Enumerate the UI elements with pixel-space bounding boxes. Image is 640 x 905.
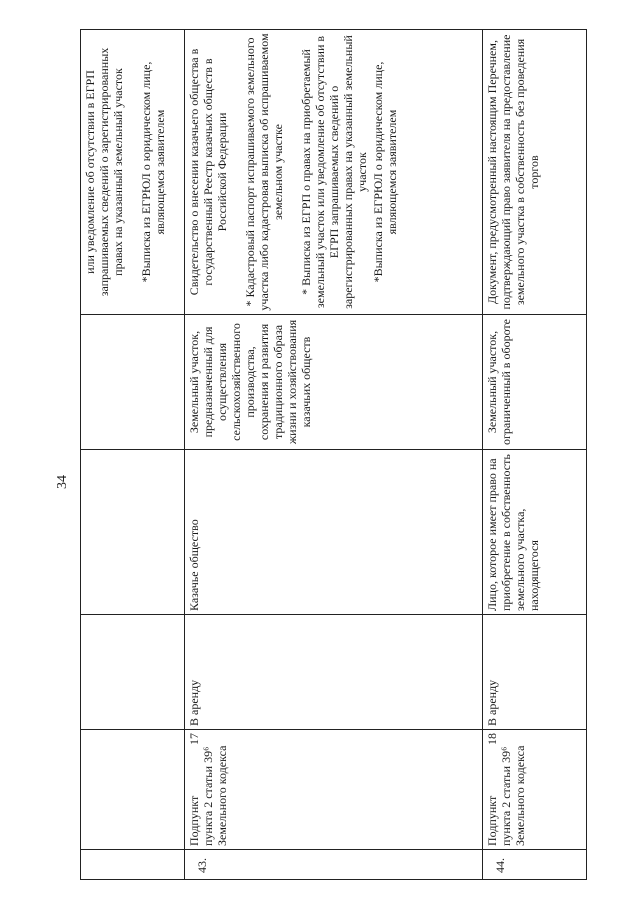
basis-rest: пункта 2 статьи 39⁶ Земельного кодекса xyxy=(499,745,527,846)
cell-right-type: В аренду xyxy=(185,615,483,730)
services-documents-table xyxy=(80,29,587,880)
document-item: *Выписка из ЕГРЮЛ о юридическом лице, являющемся заявителем xyxy=(371,61,399,283)
cell-legal-basis xyxy=(483,730,587,850)
basis-head: Подпункт xyxy=(187,795,201,846)
cell-category-empty xyxy=(81,315,185,450)
document-item: *Выписка из ЕГРЮЛ о юридическом лице, являющемся заявителем xyxy=(139,61,167,283)
cell-applicant: Лицо, которое имеет право на приобретение в собственность земельного участка, находящегося xyxy=(483,450,587,615)
basis-number: 17 xyxy=(187,733,201,745)
document-item: * Кадастровый паспорт испрашиваемого земельного участка либо кадастровая выписка об испрашиваемом земельном участке xyxy=(243,33,285,311)
document-item: или уведомление об отсутствии в ЕГРП запрашиваемых сведений о зарегистрированных правах на указанный земельный участок xyxy=(83,47,125,297)
row-number: 43. xyxy=(185,850,483,880)
basis-number: 18 xyxy=(485,733,499,745)
row-number: 44. xyxy=(483,850,587,880)
cell-applicant: Казачье общество xyxy=(185,450,483,615)
cell-documents xyxy=(185,30,483,315)
cell-right-empty xyxy=(81,615,185,730)
cell-right-type: В аренду xyxy=(483,615,587,730)
cell-applicant-empty xyxy=(81,450,185,615)
cell-num-empty xyxy=(81,850,185,880)
cell-documents xyxy=(81,30,185,315)
cell-land-category: Земельный участок, ограниченный в обороте xyxy=(483,315,587,450)
document-item: Свидетельство о внесении казачьего общества в государственный Реестр казачьих обществ в Российской Федерации xyxy=(187,48,229,296)
table-row-continuation xyxy=(81,30,185,880)
cell-legal-basis xyxy=(185,730,483,850)
basis-head: Подпункт xyxy=(485,795,499,846)
cell-land-category: Земельный участок, предназначенный для осуществления сельскохозяйственного производства, сохранения и развития традиционного образа жизни и хозяйствования казачьих обществ xyxy=(185,315,483,450)
page-number: 34 xyxy=(55,475,70,489)
basis-rest: пункта 2 статьи 39⁶ Земельного кодекса xyxy=(201,745,229,846)
document-item: Документ, предусмотренный настоящим Перечнем, подтверждающий право заявителя на предоставление земельного участка в собственность без проведения торгов xyxy=(485,34,541,310)
cell-documents xyxy=(483,30,587,315)
table-row xyxy=(483,30,587,880)
document-item: * Выписка из ЕГРП о правах на приобретаемый земельный участок или уведомление об отсутствии в ЕГРП запрашиваемых сведений о зарегистрированных правах на указанный земельный участок xyxy=(299,35,369,309)
cell-basis-empty xyxy=(81,730,185,850)
landscape-table-area xyxy=(80,30,586,880)
table-row xyxy=(185,30,483,880)
